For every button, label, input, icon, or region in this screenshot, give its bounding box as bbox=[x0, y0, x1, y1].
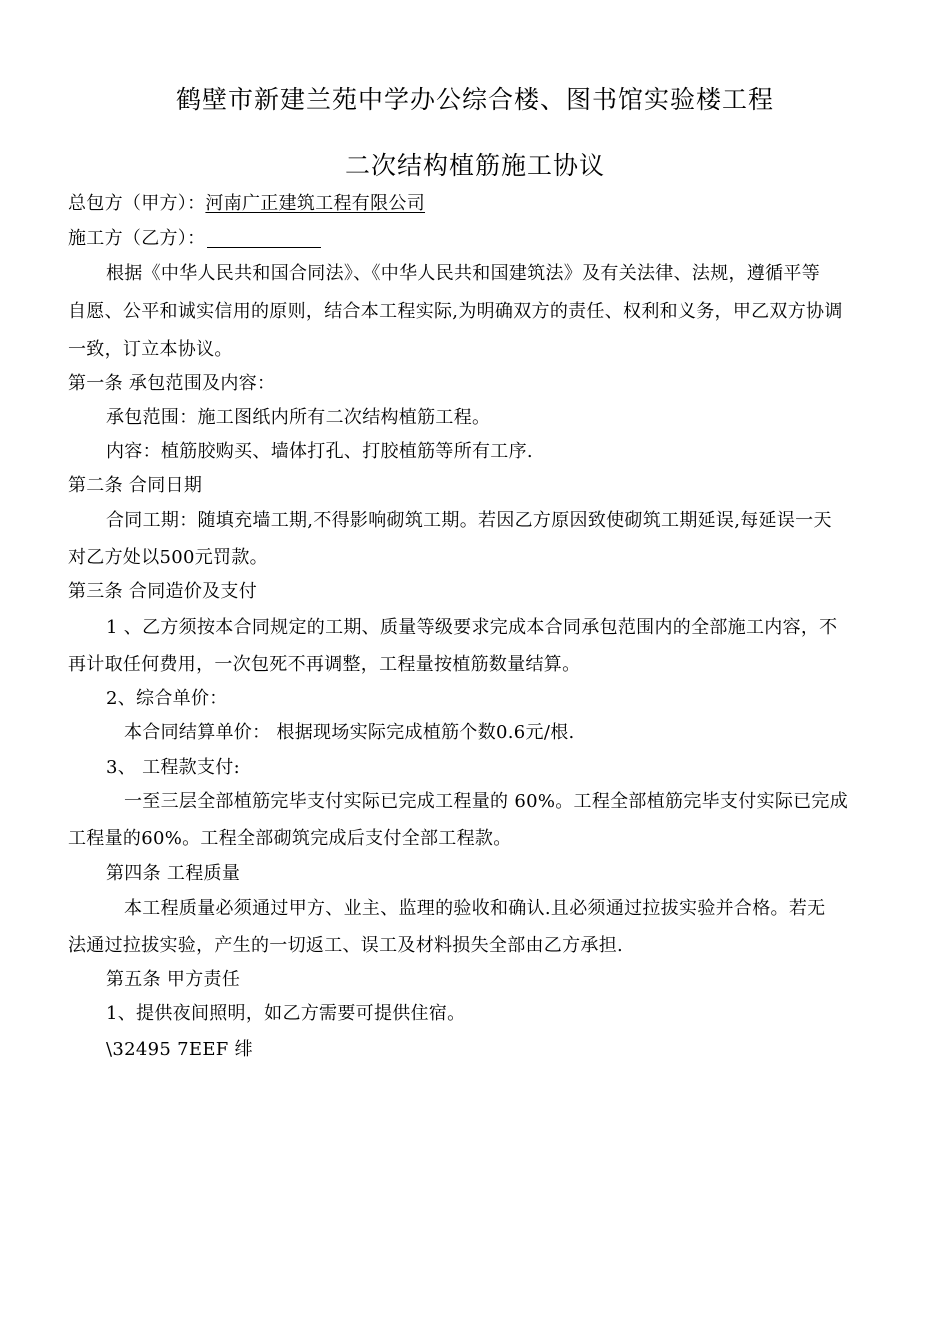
article-5-garbled-text: \32495 7EEF 绯 bbox=[106, 1039, 253, 1060]
article-3-item-1-line-2: 再计取任何费用，一次包死不再调整，工程量按植筋数量结算。 bbox=[68, 654, 581, 675]
article-2-heading: 第二条 合同日期 bbox=[68, 475, 203, 496]
party-a-line bbox=[68, 195, 425, 213]
document-subtitle: 二次结构植筋施工协议 bbox=[344, 151, 605, 180]
article-3-item-3-heading: 3、 工程款支付: bbox=[106, 757, 240, 778]
article-1-content: 内容：植筋胶购买、墙体打孔、打胶植筋等所有工序. bbox=[106, 441, 533, 462]
article-2-line-1: 合同工期：随填充墙工期,不得影响砌筑工期。若因乙方原因致使砌筑工期延误,每延误一天 bbox=[106, 510, 832, 531]
article-4-heading: 第四条 工程质量 bbox=[106, 863, 241, 884]
article-3-item-2-text: 本合同结算单价： 根据现场实际完成植筋个数0.6元/根. bbox=[124, 722, 575, 743]
party-a-label: 总包方（甲方）： bbox=[68, 193, 206, 214]
party-a-name: 河南广正建筑工程有限公司 bbox=[205, 193, 426, 214]
article-1-heading: 第一条 承包范围及内容： bbox=[68, 373, 276, 394]
preamble-line-3: 一致，订立本协议。 bbox=[68, 339, 233, 360]
article-1-scope: 承包范围：施工图纸内所有二次结构植筋工程。 bbox=[106, 407, 491, 428]
article-3-heading: 第三条 合同造价及支付 bbox=[68, 581, 258, 602]
article-3-item-2-heading: 2、综合单价： bbox=[106, 688, 228, 709]
preamble-line-1: 根据《中华人民共和国合同法》、《中华人民共和国建筑法》及有关法律、法规，遵循平等 bbox=[106, 263, 820, 284]
article-4-line-1: 本工程质量必须通过甲方、业主、监理的验收和确认.且必须通过拉拔实验并合格。若无 bbox=[124, 898, 826, 919]
preamble-line-2: 自愿、公平和诚实信用的原则，结合本工程实际,为明确双方的责任、权利和义务，甲乙双方协调 bbox=[68, 301, 843, 322]
article-2-line-2: 对乙方处以500元罚款。 bbox=[68, 547, 268, 568]
party-b-label: 施工方（乙方）： bbox=[68, 228, 206, 249]
article-5-heading: 第五条 甲方责任 bbox=[106, 969, 241, 990]
article-4-line-2: 法通过拉拔实验，产生的一切返工、误工及材料损失全部由乙方承担. bbox=[68, 935, 624, 956]
article-3-item-1-line-1: 1 、乙方须按本合同规定的工期、质量等级要求完成本合同承包范围内的全部施工内容，不 bbox=[106, 617, 838, 638]
party-b-blank-field bbox=[207, 231, 321, 248]
party-b-line bbox=[68, 230, 321, 248]
document-title: 鹤壁市新建兰苑中学办公综合楼、图书馆实验楼工程 bbox=[175, 85, 774, 114]
article-3-item-3-line-1: 一至三层全部植筋完毕支付实际已完成工程量的 60%。工程全部植筋完毕支付实际已完成 bbox=[124, 791, 849, 812]
article-3-item-3-line-2: 工程量的60%。工程全部砌筑完成后支付全部工程款。 bbox=[68, 828, 512, 849]
article-5-item-1: 1、提供夜间照明，如乙方需要可提供住宿。 bbox=[106, 1003, 466, 1024]
